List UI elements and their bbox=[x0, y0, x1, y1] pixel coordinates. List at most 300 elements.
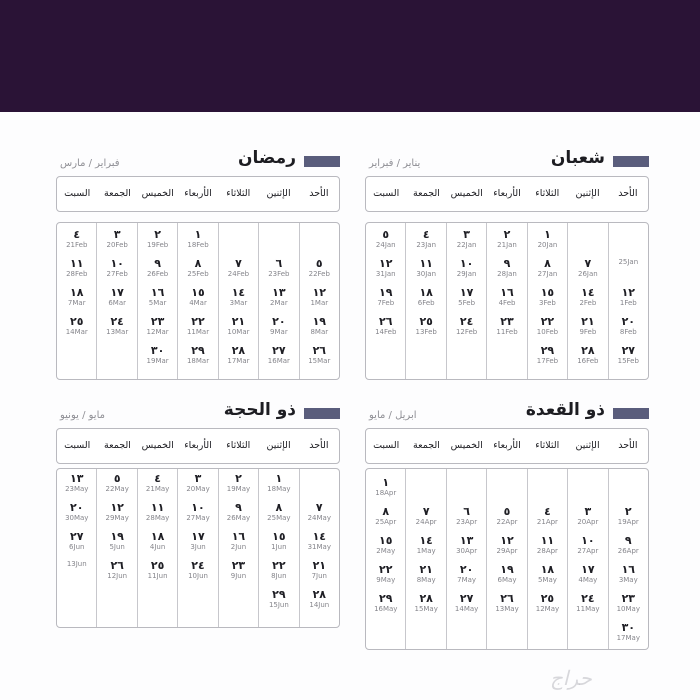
day-cell bbox=[57, 560, 96, 568]
gregorian-date: 20Feb bbox=[106, 241, 128, 249]
hijri-day: ١٤ bbox=[419, 534, 433, 547]
day-cell bbox=[406, 316, 445, 336]
gregorian-date: 27May bbox=[186, 514, 210, 522]
day-cell bbox=[609, 593, 648, 613]
hijri-day: ٢٨ bbox=[419, 592, 433, 605]
hijri-day: ١٩ bbox=[110, 530, 124, 543]
day-column bbox=[177, 469, 217, 627]
day-cell bbox=[219, 345, 258, 365]
gregorian-date: 26Apr bbox=[617, 547, 639, 555]
day-cell bbox=[259, 502, 298, 522]
day-cell bbox=[259, 345, 298, 365]
weekday-label: الخميس bbox=[141, 188, 174, 199]
day-cell bbox=[406, 506, 445, 526]
day-cell bbox=[568, 258, 607, 278]
day-cell bbox=[487, 316, 526, 336]
hijri-day: ٢٢ bbox=[540, 315, 555, 328]
hijri-day: ٥ bbox=[315, 257, 323, 270]
hijri-day: ٦ bbox=[463, 505, 470, 518]
day-cell bbox=[609, 622, 648, 642]
gregorian-date: 5Jun bbox=[109, 543, 125, 551]
day-cell bbox=[259, 316, 298, 336]
hijri-day: ١١ bbox=[150, 501, 165, 514]
hijri-day: ٢٤ bbox=[191, 559, 205, 572]
day-column bbox=[527, 223, 567, 379]
day-cell bbox=[219, 560, 258, 580]
day-cell bbox=[259, 531, 298, 551]
day-cell bbox=[447, 229, 486, 249]
gregorian-date: 21Feb bbox=[66, 241, 88, 249]
hijri-day: ١٥ bbox=[379, 534, 393, 547]
gregorian-date: 11Mar bbox=[186, 328, 210, 336]
day-column bbox=[57, 469, 96, 627]
day-cell bbox=[528, 345, 567, 365]
day-cell bbox=[609, 506, 648, 526]
gregorian-date: 1Feb bbox=[619, 299, 637, 307]
weekday-label: الثلاثاء bbox=[226, 440, 251, 451]
gregorian-date: 2Jun bbox=[230, 543, 247, 551]
hijri-day: ٧ bbox=[235, 257, 242, 270]
hijri-day: ٣ bbox=[194, 472, 202, 485]
weekday-label: الأربعاء bbox=[493, 188, 521, 199]
hijri-day: ٢٧ bbox=[459, 592, 474, 605]
hijri-day: ٢ bbox=[154, 228, 161, 241]
day-cell bbox=[259, 258, 298, 278]
gregorian-date: 24May bbox=[307, 514, 331, 522]
gregorian-date: 15Feb bbox=[617, 357, 639, 365]
month-block-shaaban bbox=[365, 150, 649, 382]
hijri-day: ١٨ bbox=[540, 563, 555, 576]
gregorian-date: 2Mar bbox=[270, 299, 288, 307]
hijri-day: ١٩ bbox=[500, 563, 514, 576]
hijri-day: ٤ bbox=[154, 472, 161, 485]
gregorian-date: 17May bbox=[616, 634, 640, 642]
day-cell bbox=[138, 258, 177, 278]
hijri-day: ٢ bbox=[624, 505, 632, 518]
day-cell bbox=[406, 229, 445, 249]
day-cell bbox=[366, 477, 405, 497]
gregorian-date: 30Jan bbox=[416, 270, 437, 278]
gregorian-months: ابريل / مايو bbox=[369, 410, 417, 421]
gregorian-date: 4Jun bbox=[149, 543, 166, 551]
hijri-day: ١ bbox=[382, 476, 390, 489]
day-cell bbox=[300, 531, 339, 551]
gregorian-date: 9May bbox=[376, 576, 396, 584]
hijri-day: ٢١ bbox=[312, 559, 326, 572]
gregorian-date: 31May bbox=[307, 543, 331, 551]
weekday-label: الإثنين bbox=[266, 440, 291, 451]
gregorian-date: 23Jan bbox=[416, 241, 437, 249]
gregorian-date: 19Apr bbox=[617, 518, 639, 526]
gregorian-date: 29Jan bbox=[456, 270, 477, 278]
gregorian-date: 14May bbox=[454, 605, 479, 613]
gregorian-date: 5Feb bbox=[458, 299, 476, 307]
hijri-day: ١٧ bbox=[459, 286, 474, 299]
day-cell bbox=[406, 593, 445, 613]
weekday-header bbox=[365, 176, 649, 212]
day-cell bbox=[609, 258, 648, 266]
month-title: ذو الحجة bbox=[223, 400, 296, 420]
hijri-day: ٢٥ bbox=[150, 559, 165, 572]
gregorian-date: 16Mar bbox=[267, 357, 290, 365]
hijri-day: ٨ bbox=[194, 257, 202, 270]
day-cell bbox=[138, 502, 177, 522]
hijri-day: ٩ bbox=[503, 257, 511, 270]
day-column bbox=[57, 223, 96, 379]
hijri-day: ٣٠ bbox=[621, 621, 635, 634]
hijri-day: ١٨ bbox=[70, 286, 84, 299]
weekday-label: الإثنين bbox=[266, 188, 291, 199]
gregorian-date: 18Mar bbox=[186, 357, 210, 365]
gregorian-date: 18May bbox=[267, 485, 291, 493]
gregorian-date: 13Jun bbox=[66, 560, 87, 568]
day-cell bbox=[178, 287, 217, 307]
weekday-label: الأربعاء bbox=[493, 440, 521, 451]
day-cell bbox=[138, 345, 177, 365]
day-column bbox=[486, 469, 526, 649]
gregorian-date: 10Jun bbox=[188, 572, 208, 580]
hijri-day: ١٠ bbox=[191, 501, 205, 514]
gregorian-date: 4Mar bbox=[189, 299, 207, 307]
gregorian-date: 7Feb bbox=[377, 299, 395, 307]
day-cell bbox=[57, 316, 96, 336]
day-column bbox=[299, 223, 339, 379]
top-banner bbox=[0, 0, 700, 112]
weekday-label: السبت bbox=[64, 440, 91, 451]
gregorian-date: 14Feb bbox=[375, 328, 397, 336]
hijri-day: ٢٤ bbox=[459, 315, 474, 328]
weekday-label: الخميس bbox=[450, 188, 483, 199]
hijri-day: ١٤ bbox=[312, 530, 326, 543]
day-cell bbox=[609, 345, 648, 365]
gregorian-date: 8May bbox=[416, 576, 436, 584]
day-cell bbox=[487, 287, 526, 307]
day-cell bbox=[97, 316, 136, 336]
day-cell bbox=[487, 593, 526, 613]
gregorian-date: 24Apr bbox=[415, 518, 437, 526]
hijri-day: ٧ bbox=[315, 501, 323, 514]
gregorian-date: 1Jun bbox=[271, 543, 287, 551]
hijri-day: ١٧ bbox=[581, 563, 595, 576]
gregorian-date: 10Mar bbox=[227, 328, 250, 336]
day-cell bbox=[528, 287, 567, 307]
day-cell bbox=[57, 258, 96, 278]
hijri-day: ٢ bbox=[503, 228, 511, 241]
day-cell bbox=[178, 316, 217, 336]
gregorian-date: 23Feb bbox=[268, 270, 290, 278]
day-column bbox=[446, 469, 486, 649]
gregorian-date: 21Jan bbox=[497, 241, 517, 249]
hijri-day: ٤ bbox=[73, 228, 81, 241]
hijri-day: ٢٧ bbox=[621, 344, 635, 357]
hijri-day: ٢٥ bbox=[70, 315, 84, 328]
hijri-day: ٢٨ bbox=[581, 344, 595, 357]
gregorian-date: 22Jan bbox=[456, 241, 477, 249]
gregorian-date: 12Feb bbox=[455, 328, 478, 336]
gregorian-date: 9Feb bbox=[579, 328, 597, 336]
weekday-label: السبت bbox=[373, 188, 400, 199]
weekday-label: الأربعاء bbox=[184, 188, 212, 199]
gregorian-date: 8Jun bbox=[271, 572, 287, 580]
gregorian-date: 5Mar bbox=[148, 299, 167, 307]
hijri-day: ٢٠ bbox=[70, 501, 84, 514]
hijri-day: ٢٩ bbox=[272, 588, 286, 601]
day-cell bbox=[528, 506, 567, 526]
gregorian-date: 7Jun bbox=[311, 572, 327, 580]
gregorian-date: 20Jan bbox=[537, 241, 558, 249]
gregorian-date: 2May bbox=[376, 547, 396, 555]
hijri-day: ٣ bbox=[463, 228, 470, 241]
day-column bbox=[405, 469, 445, 649]
day-cell bbox=[178, 502, 217, 522]
day-cell bbox=[568, 564, 607, 584]
day-cell bbox=[447, 506, 486, 526]
gregorian-date: 3Mar bbox=[229, 299, 248, 307]
gregorian-date: 17Feb bbox=[536, 357, 559, 365]
month-title: شعبان bbox=[550, 148, 605, 168]
weekday-label: الأحد bbox=[618, 188, 638, 199]
day-cell bbox=[219, 531, 258, 551]
day-cell bbox=[178, 345, 217, 365]
hijri-day: ١٤ bbox=[231, 286, 246, 299]
weekday-header bbox=[56, 176, 340, 212]
hijri-day: ٢٦ bbox=[379, 315, 393, 328]
day-cell bbox=[300, 316, 339, 336]
gregorian-date: 22May bbox=[105, 485, 129, 493]
day-cell bbox=[528, 593, 567, 613]
gregorian-date: 28Apr bbox=[536, 547, 558, 555]
month-marker bbox=[304, 408, 340, 419]
day-cell bbox=[300, 502, 339, 522]
gregorian-date: 15May bbox=[414, 605, 438, 613]
day-cell bbox=[300, 560, 339, 580]
gregorian-date: 24Jan bbox=[375, 241, 396, 249]
gregorian-date: 13Feb bbox=[415, 328, 437, 336]
day-cell bbox=[57, 502, 96, 522]
day-cell bbox=[300, 345, 339, 365]
hijri-day: ١٦ bbox=[150, 286, 165, 299]
day-cell bbox=[138, 473, 177, 493]
day-cell bbox=[300, 258, 339, 278]
day-cell bbox=[259, 287, 298, 307]
hijri-day: ٢٢ bbox=[191, 315, 205, 328]
gregorian-date: 22Apr bbox=[496, 518, 518, 526]
day-column bbox=[527, 469, 567, 649]
month-title: رمضان bbox=[238, 148, 296, 168]
gregorian-date: 14Jun bbox=[309, 601, 330, 609]
day-column bbox=[405, 223, 445, 379]
hijri-day: ١٢ bbox=[312, 286, 326, 299]
gregorian-date: 6Jun bbox=[69, 543, 85, 551]
day-cell bbox=[366, 258, 405, 278]
hijri-day: ٢٣ bbox=[500, 315, 514, 328]
day-column bbox=[96, 469, 136, 627]
hijri-day: ٢٠ bbox=[621, 315, 635, 328]
hijri-day: ٢٦ bbox=[500, 592, 514, 605]
hijri-day: ١١ bbox=[70, 257, 84, 270]
day-cell bbox=[259, 589, 298, 609]
hijri-day: ١٨ bbox=[150, 530, 165, 543]
day-cell bbox=[609, 535, 648, 555]
day-cell bbox=[97, 258, 136, 278]
day-column bbox=[366, 469, 405, 649]
day-cell bbox=[568, 345, 607, 365]
gregorian-date: 25Jan bbox=[618, 258, 639, 266]
day-column bbox=[299, 469, 339, 627]
hijri-day: ٢٩ bbox=[191, 344, 205, 357]
hijri-day: ٢١ bbox=[231, 315, 246, 328]
gregorian-date: 7Mar bbox=[67, 299, 86, 307]
day-cell bbox=[97, 531, 136, 551]
gregorian-date: 27Jan bbox=[537, 270, 558, 278]
day-cell bbox=[528, 564, 567, 584]
days-grid bbox=[56, 468, 340, 628]
day-cell bbox=[366, 506, 405, 526]
gregorian-date: 6Mar bbox=[108, 299, 127, 307]
month-marker bbox=[613, 408, 649, 419]
gregorian-date: 5May bbox=[537, 576, 557, 584]
hijri-day: ١٤ bbox=[581, 286, 595, 299]
day-cell bbox=[568, 593, 607, 613]
hijri-day: ٢٦ bbox=[110, 559, 124, 572]
day-cell bbox=[487, 535, 526, 555]
hijri-day: ٨ bbox=[382, 505, 390, 518]
gregorian-months: يناير / فبراير bbox=[369, 158, 421, 169]
day-cell bbox=[57, 473, 96, 493]
day-cell bbox=[528, 229, 567, 249]
gregorian-date: 20Apr bbox=[577, 518, 599, 526]
hijri-day: ١١ bbox=[419, 257, 433, 270]
day-cell bbox=[406, 287, 445, 307]
hijri-day: ٨ bbox=[275, 501, 283, 514]
day-cell bbox=[487, 506, 526, 526]
hijri-day: ٥ bbox=[113, 472, 121, 485]
weekday-label: الجمعة bbox=[413, 188, 440, 199]
day-cell bbox=[138, 287, 177, 307]
day-cell bbox=[487, 229, 526, 249]
hijri-day: ١٩ bbox=[379, 286, 393, 299]
hijri-day: ٢٣ bbox=[621, 592, 635, 605]
hijri-day: ٢٧ bbox=[272, 344, 286, 357]
gregorian-date: 27Feb bbox=[106, 270, 128, 278]
day-cell bbox=[447, 564, 486, 584]
gregorian-date: 4Feb bbox=[498, 299, 516, 307]
hijri-day: ٢٩ bbox=[540, 344, 555, 357]
hijri-day: ٤ bbox=[422, 228, 430, 241]
hijri-day: ٢٦ bbox=[312, 344, 326, 357]
hijri-day: ١٥ bbox=[191, 286, 205, 299]
hijri-day: ٢٧ bbox=[70, 530, 84, 543]
gregorian-date: 26May bbox=[226, 514, 251, 522]
hijri-day: ٣ bbox=[584, 505, 592, 518]
gregorian-months: فبراير / مارس bbox=[60, 158, 120, 169]
day-cell bbox=[487, 258, 526, 278]
day-cell bbox=[300, 589, 339, 609]
hijri-day: ٢٠ bbox=[459, 563, 474, 576]
weekday-label: الخميس bbox=[450, 440, 483, 451]
day-cell bbox=[568, 316, 607, 336]
gregorian-date: 12May bbox=[535, 605, 560, 613]
day-column bbox=[446, 223, 486, 379]
gregorian-date: 8Mar bbox=[310, 328, 329, 336]
weekday-header bbox=[56, 428, 340, 464]
month-marker bbox=[304, 156, 340, 167]
hijri-day: ١٩ bbox=[312, 315, 326, 328]
day-cell bbox=[259, 560, 298, 580]
day-cell bbox=[138, 316, 177, 336]
hijri-day: ١٧ bbox=[110, 286, 124, 299]
day-cell bbox=[178, 258, 217, 278]
month-title: ذو القعدة bbox=[525, 400, 605, 420]
day-cell bbox=[178, 473, 217, 493]
day-cell bbox=[219, 258, 258, 278]
hijri-day: ٧ bbox=[422, 505, 430, 518]
day-cell bbox=[366, 229, 405, 249]
weekday-label: الخميس bbox=[141, 440, 174, 451]
hijri-day: ١٣ bbox=[272, 286, 286, 299]
gregorian-date: 22Feb bbox=[308, 270, 330, 278]
gregorian-date: 21Apr bbox=[536, 518, 558, 526]
weekday-label: الثلاثاء bbox=[535, 188, 560, 199]
day-cell bbox=[219, 473, 258, 493]
month-marker bbox=[613, 156, 649, 167]
month-block-dhu-al-qadah bbox=[365, 402, 649, 652]
gregorian-date: 3May bbox=[618, 576, 638, 584]
gregorian-date: 15Mar bbox=[308, 357, 331, 365]
gregorian-date: 15Jun bbox=[268, 601, 289, 609]
gregorian-date: 16Feb bbox=[577, 357, 599, 365]
hijri-day: ٢٨ bbox=[312, 588, 326, 601]
day-column bbox=[96, 223, 136, 379]
hijri-day: ٨ bbox=[544, 257, 551, 270]
hijri-day: ١٥ bbox=[540, 286, 555, 299]
gregorian-date: 26Feb bbox=[146, 270, 169, 278]
days-grid bbox=[365, 222, 649, 380]
day-cell bbox=[447, 258, 486, 278]
day-column bbox=[567, 469, 607, 649]
day-cell bbox=[97, 560, 136, 580]
day-cell bbox=[178, 560, 217, 580]
gregorian-date: 1May bbox=[416, 547, 436, 555]
day-cell bbox=[609, 287, 648, 307]
weekday-label: الأحد bbox=[309, 188, 329, 199]
hijri-day: ١٧ bbox=[191, 530, 205, 543]
day-cell bbox=[57, 531, 96, 551]
hijri-day: ٢١ bbox=[581, 315, 595, 328]
hijri-day: ١٦ bbox=[500, 286, 514, 299]
gregorian-date: 30Apr bbox=[456, 547, 478, 555]
gregorian-date: 18Apr bbox=[375, 489, 397, 497]
gregorian-months: مايو / يونيو bbox=[60, 410, 105, 421]
day-column bbox=[567, 223, 607, 379]
gregorian-date: 11May bbox=[576, 605, 600, 613]
weekday-label: الجمعة bbox=[413, 440, 440, 451]
hijri-day: ٢٥ bbox=[540, 592, 555, 605]
weekday-label: الجمعة bbox=[104, 188, 131, 199]
hijri-day: ٥ bbox=[503, 505, 511, 518]
day-cell bbox=[447, 316, 486, 336]
day-column bbox=[137, 469, 177, 627]
hijri-day: ١ bbox=[194, 228, 202, 241]
hijri-day: ٢٣ bbox=[231, 559, 246, 572]
hijri-day: ٣ bbox=[113, 228, 121, 241]
hijri-day: ٢٩ bbox=[379, 592, 393, 605]
gregorian-date: 23Apr bbox=[456, 518, 478, 526]
gregorian-date: 4May bbox=[578, 576, 598, 584]
weekday-label: الجمعة bbox=[104, 440, 131, 451]
weekday-label: الثلاثاء bbox=[535, 440, 560, 451]
day-cell bbox=[259, 473, 298, 493]
